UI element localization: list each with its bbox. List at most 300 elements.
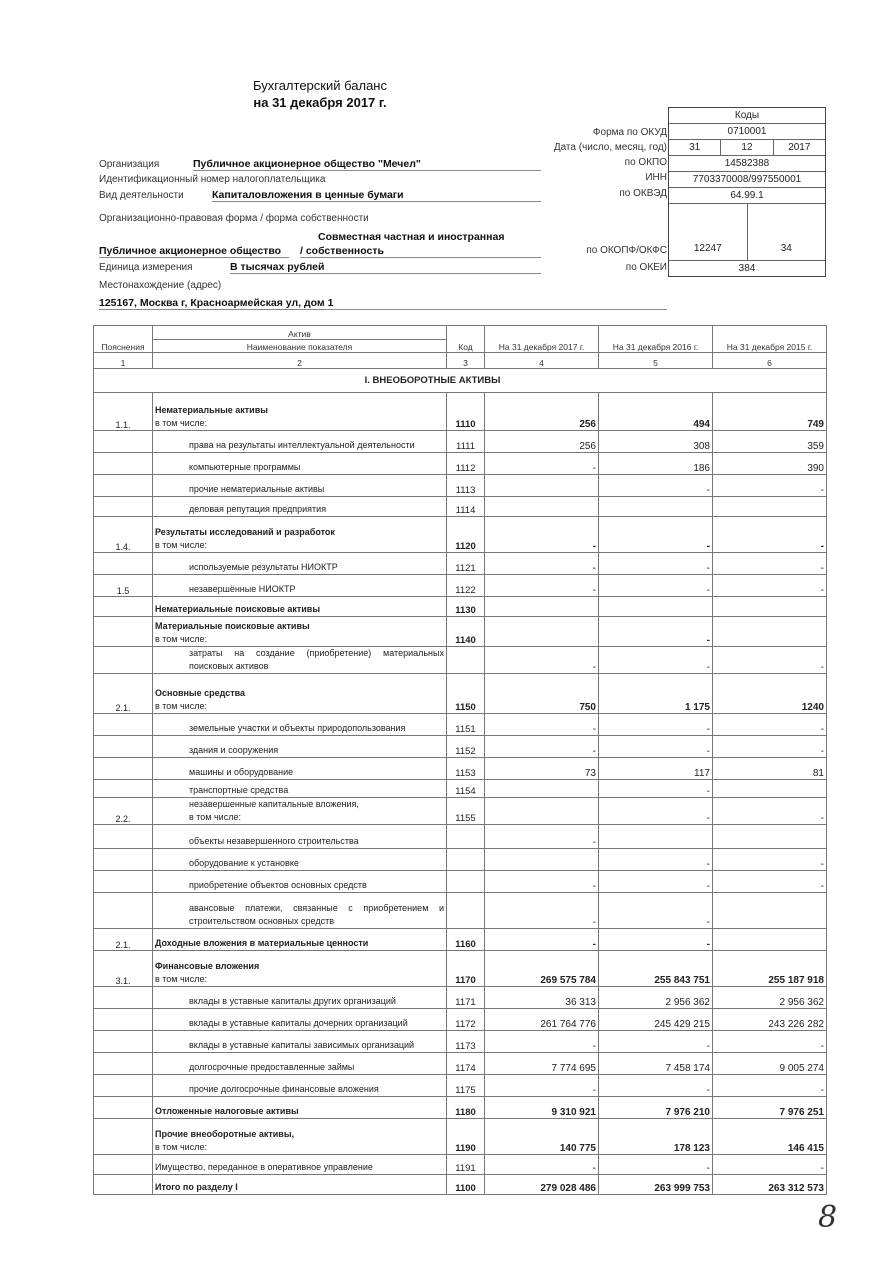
row-value-2017: 256 xyxy=(485,431,599,453)
row-name xyxy=(153,780,447,798)
row-code: 1100 xyxy=(447,1175,485,1195)
column-number: 4 xyxy=(485,353,599,369)
row-value-2015: 243 226 282 xyxy=(713,1009,827,1031)
row-value-2017: - xyxy=(485,871,599,893)
header-2015: На 31 декабря 2015 г. xyxy=(713,326,827,353)
row-code: 1172 xyxy=(447,1009,485,1031)
row-value-2017: - xyxy=(485,575,599,597)
row-name-line: затраты на создание (приобретение) материальных поисковых активов xyxy=(189,648,444,671)
row-name-line: приобретение объектов основных средств xyxy=(189,880,367,890)
codes-box xyxy=(668,107,826,277)
row-value-2017: - xyxy=(485,714,599,736)
row-note xyxy=(94,647,153,674)
row-name-line: долгосрочные предоставленные займы xyxy=(189,1062,355,1072)
row-code: 1130 xyxy=(447,597,485,617)
row-name xyxy=(153,475,447,497)
row-code: 1113 xyxy=(447,475,485,497)
row-value-2015: 81 xyxy=(713,758,827,780)
okpo-value: 14582388 xyxy=(724,158,770,169)
row-value-2016: 7 976 210 xyxy=(599,1097,713,1119)
row-note xyxy=(94,1075,153,1097)
row-name xyxy=(153,497,447,517)
row-name-line: в том числе: xyxy=(155,634,207,644)
row-value-2017 xyxy=(485,798,599,825)
row-value-2016: - xyxy=(599,929,713,951)
date-label: Дата (число, месяц, год) xyxy=(553,142,667,153)
unit-label: Единица измерения xyxy=(99,262,193,273)
row-value-2017 xyxy=(485,475,599,497)
row-value-2015: - xyxy=(713,736,827,758)
ownership-line2: / собственность xyxy=(300,245,541,258)
row-note xyxy=(94,987,153,1009)
handwritten-page-number: 8 xyxy=(818,1200,838,1235)
header-2016: На 31 декабря 2016 г. xyxy=(599,326,713,353)
row-code: 1170 xyxy=(447,951,485,987)
row-value-2015: - xyxy=(713,1031,827,1053)
row-value-2016: 117 xyxy=(599,758,713,780)
row-code xyxy=(447,871,485,893)
table-row xyxy=(94,1031,827,1053)
row-name-line: Имущество, переданное в оперативное управление xyxy=(155,1162,373,1172)
row-name-line: незавершенные капитальные вложения, xyxy=(189,799,359,809)
row-note xyxy=(94,871,153,893)
table-row xyxy=(94,987,827,1009)
row-code: 1140 xyxy=(447,617,485,647)
row-note xyxy=(94,1119,153,1155)
row-code: 1175 xyxy=(447,1075,485,1097)
row-value-2016: 308 xyxy=(599,431,713,453)
table-row xyxy=(94,1053,827,1075)
row-value-2015: - xyxy=(713,714,827,736)
row-note xyxy=(94,758,153,780)
row-name xyxy=(153,517,447,553)
row-value-2016: - xyxy=(599,647,713,674)
table-row xyxy=(94,951,827,987)
row-value-2017: 279 028 486 xyxy=(485,1175,599,1195)
row-name xyxy=(153,647,447,674)
section-title: I. ВНЕОБОРОТНЫЕ АКТИВЫ xyxy=(153,369,713,393)
table-row xyxy=(94,1155,827,1175)
row-value-2016: - xyxy=(599,893,713,929)
unit-value: В тысячах рублей xyxy=(230,261,541,274)
row-note xyxy=(94,475,153,497)
row-name-line: Нематериальные активы xyxy=(155,405,268,415)
row-value-2016: - xyxy=(599,617,713,647)
row-value-2017: - xyxy=(485,929,599,951)
row-code: 1174 xyxy=(447,1053,485,1075)
row-value-2015 xyxy=(713,825,827,849)
row-note xyxy=(94,1155,153,1175)
row-code: 1150 xyxy=(447,674,485,714)
row-note xyxy=(94,1031,153,1053)
row-note: 1.5 xyxy=(94,575,153,597)
row-code: 1171 xyxy=(447,987,485,1009)
row-name-line: прочие долгосрочные финансовые вложения xyxy=(189,1084,379,1094)
row-name-line: незавершённые НИОКТР xyxy=(189,584,296,594)
inn-value: 7703370008/997550001 xyxy=(692,174,802,185)
org-label: Организация xyxy=(99,159,160,170)
row-value-2015: 146 415 xyxy=(713,1119,827,1155)
row-name xyxy=(153,1053,447,1075)
row-note xyxy=(94,497,153,517)
row-name xyxy=(153,929,447,951)
row-value-2017 xyxy=(485,597,599,617)
row-note: 2.1. xyxy=(94,929,153,951)
row-value-2015: 390 xyxy=(713,453,827,475)
column-number: 1 xyxy=(94,353,153,369)
okved-value: 64.99.1 xyxy=(730,190,764,201)
row-name-line: в том числе: xyxy=(189,812,241,822)
row-name xyxy=(153,798,447,825)
row-note xyxy=(94,1053,153,1075)
row-value-2017: - xyxy=(485,825,599,849)
row-name xyxy=(153,736,447,758)
row-value-2017: 7 774 695 xyxy=(485,1053,599,1075)
okud-value: 0710001 xyxy=(727,126,767,137)
header-notes: Пояснения xyxy=(94,326,153,353)
row-name xyxy=(153,674,447,714)
table-row xyxy=(94,393,827,431)
row-code: 1191 xyxy=(447,1155,485,1175)
row-name xyxy=(153,849,447,871)
row-name-line: Доходные вложения в материальные ценности xyxy=(155,938,369,948)
row-name-line: машины и оборудование xyxy=(189,767,294,777)
row-name xyxy=(153,987,447,1009)
row-value-2016: - xyxy=(599,553,713,575)
row-value-2017 xyxy=(485,617,599,647)
row-code: 1180 xyxy=(447,1097,485,1119)
row-value-2017: - xyxy=(485,893,599,929)
row-note xyxy=(94,849,153,871)
table-row xyxy=(94,1097,827,1119)
row-name xyxy=(153,1009,447,1031)
row-value-2016: 255 843 751 xyxy=(599,951,713,987)
table-row xyxy=(94,1075,827,1097)
row-value-2015: 2 956 362 xyxy=(713,987,827,1009)
row-note xyxy=(94,1009,153,1031)
header-asset: Актив xyxy=(153,326,447,340)
row-value-2015: 359 xyxy=(713,431,827,453)
row-name xyxy=(153,758,447,780)
row-note xyxy=(94,714,153,736)
row-note: 2.2. xyxy=(94,798,153,825)
row-note xyxy=(94,893,153,929)
row-name-line: в том числе: xyxy=(155,418,207,428)
row-code: 1154 xyxy=(447,780,485,798)
row-value-2015 xyxy=(713,929,827,951)
table-row xyxy=(94,929,827,951)
table-row xyxy=(94,597,827,617)
row-note: 1.1. xyxy=(94,393,153,431)
date-month: 12 xyxy=(721,140,773,155)
row-value-2015 xyxy=(713,780,827,798)
row-name xyxy=(153,393,447,431)
row-name-line: авансовые платежи, связанные с приобретением и строительством основных средств xyxy=(189,903,444,926)
row-name xyxy=(153,553,447,575)
row-value-2017: 9 310 921 xyxy=(485,1097,599,1119)
table-row xyxy=(94,431,827,453)
table-row xyxy=(94,497,827,517)
row-name-line: Итого по разделу I xyxy=(155,1182,238,1192)
balance-table xyxy=(93,325,827,1195)
row-value-2015: - xyxy=(713,647,827,674)
row-code: 1153 xyxy=(447,758,485,780)
row-value-2016: - xyxy=(599,871,713,893)
row-value-2016: - xyxy=(599,1031,713,1053)
row-value-2017: 73 xyxy=(485,758,599,780)
table-row xyxy=(94,1119,827,1155)
okopf-value: 12247 xyxy=(669,204,748,260)
row-value-2016: 1 175 xyxy=(599,674,713,714)
row-note xyxy=(94,553,153,575)
row-value-2017: - xyxy=(485,736,599,758)
row-code xyxy=(447,849,485,871)
okved-label: по ОКВЭД xyxy=(619,188,667,199)
row-name-line: деловая репутация предприятия xyxy=(189,504,327,514)
row-value-2017: 36 313 xyxy=(485,987,599,1009)
row-code: 1190 xyxy=(447,1119,485,1155)
table-row xyxy=(94,825,827,849)
row-value-2017: 750 xyxy=(485,674,599,714)
row-name-line: Прочие внеоборотные активы, xyxy=(155,1129,295,1139)
row-name-line: Финансовые вложения xyxy=(155,961,260,971)
table-row xyxy=(94,849,827,871)
row-name-line: вклады в уставные капиталы других организаций xyxy=(189,996,396,1006)
row-value-2015: 263 312 573 xyxy=(713,1175,827,1195)
row-value-2016: - xyxy=(599,517,713,553)
activity-label: Вид деятельности xyxy=(99,190,184,201)
column-number: 6 xyxy=(713,353,827,369)
row-value-2017 xyxy=(485,780,599,798)
row-code: 1120 xyxy=(447,517,485,553)
row-value-2015: 9 005 274 xyxy=(713,1053,827,1075)
table-row xyxy=(94,798,827,825)
row-name xyxy=(153,1031,447,1053)
row-name-line: вклады в уставные капиталы зависимых организаций xyxy=(189,1040,415,1050)
table-row xyxy=(94,453,827,475)
header-code: Код xyxy=(447,326,485,353)
row-note: 2.1. xyxy=(94,674,153,714)
row-code: 1160 xyxy=(447,929,485,951)
okud-label: Форма по ОКУД xyxy=(592,127,667,138)
row-value-2016: - xyxy=(599,849,713,871)
row-name-line: используемые результаты НИОКТР xyxy=(189,562,338,572)
row-value-2016: - xyxy=(599,575,713,597)
row-value-2015: 7 976 251 xyxy=(713,1097,827,1119)
row-value-2015 xyxy=(713,597,827,617)
row-name-line: Основные средства xyxy=(155,688,246,698)
document-title: Бухгалтерский баланс xyxy=(253,78,387,93)
okopf-label: по ОКОПФ/ОКФС xyxy=(586,245,667,256)
table-row xyxy=(94,517,827,553)
row-code xyxy=(447,893,485,929)
row-code: 1110 xyxy=(447,393,485,431)
row-name-line: здания и сооружения xyxy=(189,745,279,755)
okfs-value: 34 xyxy=(780,243,792,254)
legal-form-label: Организационно-правовая форма / форма собственности xyxy=(99,213,369,224)
document-date: на 31 декабря 2017 г. xyxy=(253,95,387,110)
row-value-2015: - xyxy=(713,871,827,893)
row-code: 1173 xyxy=(447,1031,485,1053)
row-note xyxy=(94,1097,153,1119)
row-value-2016 xyxy=(599,497,713,517)
row-value-2015 xyxy=(713,617,827,647)
row-value-2015: - xyxy=(713,1155,827,1175)
row-name-line: права на результаты интеллектуальной деятельности xyxy=(189,440,415,450)
row-name-line: объекты незавершенного строительства xyxy=(189,836,359,846)
row-value-2016: - xyxy=(599,1155,713,1175)
row-name-line: в том числе: xyxy=(155,701,207,711)
row-name xyxy=(153,1119,447,1155)
row-value-2015: 749 xyxy=(713,393,827,431)
row-name-line: компьютерные программы xyxy=(189,462,301,472)
row-value-2017: - xyxy=(485,1075,599,1097)
row-value-2017: - xyxy=(485,647,599,674)
row-note: 3.1. xyxy=(94,951,153,987)
row-value-2017: 256 xyxy=(485,393,599,431)
row-value-2015 xyxy=(713,893,827,929)
address-label: Местонахождение (адрес) xyxy=(99,280,222,291)
row-name xyxy=(153,617,447,647)
row-value-2017: - xyxy=(485,1031,599,1053)
row-name-line: транспортные средства xyxy=(189,785,289,795)
activity-value: Капиталовложения в ценные бумаги xyxy=(212,189,541,202)
row-value-2015: - xyxy=(713,575,827,597)
row-value-2016: 2 956 362 xyxy=(599,987,713,1009)
row-name-line: вклады в уставные капиталы дочерних организаций xyxy=(189,1018,408,1028)
row-name xyxy=(153,951,447,987)
row-code: 1155 xyxy=(447,798,485,825)
row-code xyxy=(447,647,485,674)
date-day: 31 xyxy=(669,140,721,155)
row-note xyxy=(94,825,153,849)
address-value: 125167, Москва г, Красноармейская ул, дом 1 xyxy=(99,297,667,310)
row-name xyxy=(153,597,447,617)
row-value-2017: 261 764 776 xyxy=(485,1009,599,1031)
row-name xyxy=(153,1155,447,1175)
row-note xyxy=(94,617,153,647)
table-row xyxy=(94,647,827,674)
row-value-2016: 178 123 xyxy=(599,1119,713,1155)
row-name xyxy=(153,871,447,893)
row-name xyxy=(153,1175,447,1195)
row-name-line: Результаты исследований и разработок xyxy=(155,527,335,537)
row-name xyxy=(153,1097,447,1119)
row-value-2015: - xyxy=(713,849,827,871)
table-row xyxy=(94,758,827,780)
org-value: Публичное акционерное общество "Мечел" xyxy=(193,158,541,171)
table-row xyxy=(94,674,827,714)
table-row xyxy=(94,553,827,575)
row-value-2015: - xyxy=(713,798,827,825)
row-code: 1122 xyxy=(447,575,485,597)
row-value-2017: - xyxy=(485,553,599,575)
table-row xyxy=(94,475,827,497)
row-code xyxy=(447,825,485,849)
row-value-2015: - xyxy=(713,553,827,575)
row-code: 1114 xyxy=(447,497,485,517)
row-note xyxy=(94,453,153,475)
row-note xyxy=(94,736,153,758)
row-value-2016: - xyxy=(599,780,713,798)
row-value-2015: 1240 xyxy=(713,674,827,714)
table-row xyxy=(94,1175,827,1195)
row-name xyxy=(153,1075,447,1097)
date-year: 2017 xyxy=(788,142,811,153)
row-value-2016: 263 999 753 xyxy=(599,1175,713,1195)
column-number: 2 xyxy=(153,353,447,369)
row-note xyxy=(94,597,153,617)
row-value-2016: - xyxy=(599,798,713,825)
row-value-2016: - xyxy=(599,736,713,758)
row-name-line: земельные участки и объекты природопользования xyxy=(189,723,406,733)
row-name-line: прочие нематериальные активы xyxy=(189,484,325,494)
row-name-line: в том числе: xyxy=(155,974,207,984)
okei-label: по ОКЕИ xyxy=(625,262,667,273)
table-row xyxy=(94,871,827,893)
row-name-line: Материальные поисковые активы xyxy=(155,621,310,631)
row-value-2015 xyxy=(713,497,827,517)
table-row xyxy=(94,575,827,597)
row-value-2016 xyxy=(599,597,713,617)
row-value-2017 xyxy=(485,849,599,871)
table-row xyxy=(94,1009,827,1031)
row-value-2017: - xyxy=(485,453,599,475)
row-note xyxy=(94,780,153,798)
column-number: 3 xyxy=(447,353,485,369)
table-row xyxy=(94,714,827,736)
inn-label: Идентификационный номер налогоплательщика xyxy=(99,174,326,185)
row-name-line: в том числе: xyxy=(155,1142,207,1152)
row-name-line: Отложенные налоговые активы xyxy=(155,1106,299,1116)
row-name xyxy=(153,893,447,929)
row-value-2016: - xyxy=(599,475,713,497)
row-note xyxy=(94,431,153,453)
row-note: 1.4. xyxy=(94,517,153,553)
column-number: 5 xyxy=(599,353,713,369)
row-name xyxy=(153,453,447,475)
row-code: 1152 xyxy=(447,736,485,758)
inn-code-label: ИНН xyxy=(645,172,667,183)
legal-form-value: Публичное акционерное общество xyxy=(99,245,289,258)
codes-heading: Коды xyxy=(734,110,760,121)
row-name-line: Нематериальные поисковые активы xyxy=(155,604,321,614)
row-value-2017: 140 775 xyxy=(485,1119,599,1155)
row-value-2015: - xyxy=(713,1075,827,1097)
row-value-2017: - xyxy=(485,517,599,553)
okei-value: 384 xyxy=(738,263,756,274)
row-value-2016: - xyxy=(599,1075,713,1097)
row-value-2017: 269 575 784 xyxy=(485,951,599,987)
header-indicator-name: Наименование показателя xyxy=(153,340,447,353)
row-code: 1112 xyxy=(447,453,485,475)
row-value-2015: - xyxy=(713,517,827,553)
row-name-line: оборудование к установке xyxy=(189,858,299,868)
table-row xyxy=(94,780,827,798)
row-note xyxy=(94,1175,153,1195)
row-code: 1151 xyxy=(447,714,485,736)
table-row xyxy=(94,617,827,647)
row-value-2015: 255 187 918 xyxy=(713,951,827,987)
row-code: 1111 xyxy=(447,431,485,453)
row-name xyxy=(153,714,447,736)
row-value-2015: - xyxy=(713,475,827,497)
row-name-line: в том числе: xyxy=(155,540,207,550)
row-value-2017: - xyxy=(485,1155,599,1175)
ownership-line1: Совместная частная и иностранная xyxy=(318,231,505,243)
row-value-2016: - xyxy=(599,714,713,736)
row-code: 1121 xyxy=(447,553,485,575)
